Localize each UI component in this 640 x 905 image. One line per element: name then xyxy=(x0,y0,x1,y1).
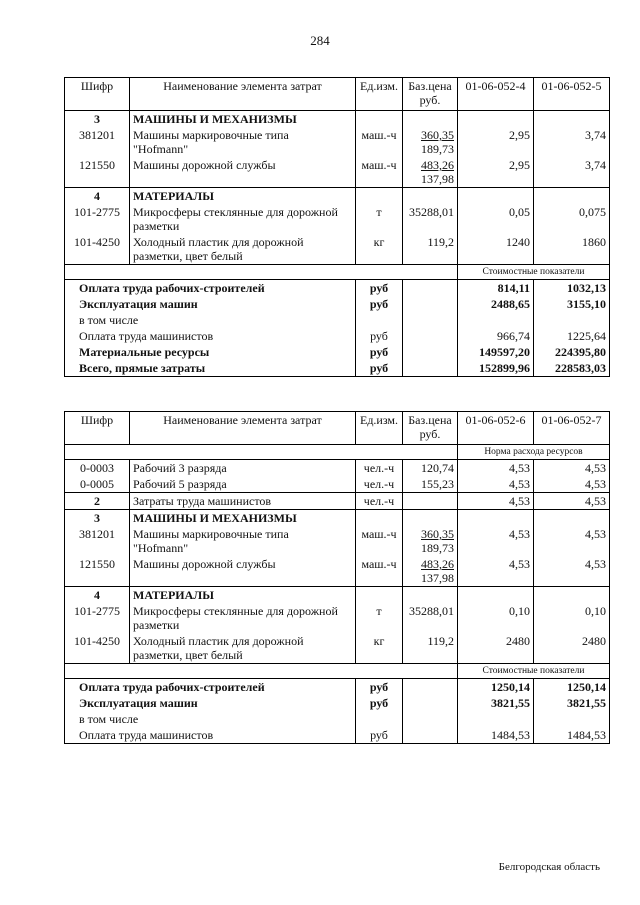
table-header-row xyxy=(65,78,610,111)
row-value-a: 4,53 xyxy=(458,493,534,510)
summary-unit: руб xyxy=(356,296,403,312)
footer-region: Белгородская область xyxy=(498,861,600,873)
header-col-b: 01-06-052-5 xyxy=(534,78,610,111)
row-unit: маш.-ч xyxy=(356,556,403,587)
summary-value-a: 814,11 xyxy=(458,280,534,297)
section-title: МАШИНЫ И МЕХАНИЗМЫ xyxy=(130,510,356,527)
row-code: 101-2775 xyxy=(65,204,130,234)
section-row xyxy=(65,587,610,604)
row-unit: кг xyxy=(356,234,403,265)
summary-row xyxy=(65,344,610,360)
row-unit: кг xyxy=(356,633,403,664)
summary-value-b: 1250,14 xyxy=(534,679,610,696)
row-code: 101-2775 xyxy=(65,603,130,633)
row-name: Холодный пластик для дорожной разметки, цвет белый xyxy=(130,234,356,265)
section-number: 3 xyxy=(65,510,130,527)
row-value-a: 2480 xyxy=(458,633,534,664)
section-row xyxy=(65,510,610,527)
row-unit: чел.-ч xyxy=(356,460,403,477)
row-value-a: 0,10 xyxy=(458,603,534,633)
summary-unit: руб xyxy=(356,727,403,744)
row-value-b: 1860 xyxy=(534,234,610,265)
table-row xyxy=(65,127,610,157)
row-value-b: 3,74 xyxy=(534,127,610,157)
summary-label: Оплата труда машинистов xyxy=(65,328,356,344)
row-price: 120,74 xyxy=(403,460,458,477)
row-unit: маш.-ч xyxy=(356,127,403,157)
table-row xyxy=(65,204,610,234)
row-name: Холодный пластик для дорожной разметки, цвет белый xyxy=(130,633,356,664)
row-name: Микросферы стеклянные для дорожной разметки xyxy=(130,603,356,633)
row-price: 35288,01 xyxy=(403,603,458,633)
row-price: 119,2 xyxy=(403,234,458,265)
summary-value-a: 3821,55 xyxy=(458,695,534,711)
row-value-a: 4,53 xyxy=(458,476,534,493)
header-base-price: Баз.цена руб. xyxy=(403,78,458,111)
summary-row xyxy=(65,328,610,344)
header-name: Наименование элемента затрат xyxy=(130,412,356,445)
row-value-a: 1240 xyxy=(458,234,534,265)
cost-indicators-label: Стоимостные показатели xyxy=(458,664,610,679)
summary-row xyxy=(65,695,610,711)
summary-value-a: 152899,96 xyxy=(458,360,534,377)
row-price: 483,26 137,98 xyxy=(403,556,458,587)
row-value-b: 4,53 xyxy=(534,526,610,556)
norm-label: Норма расхода ресурсов xyxy=(458,445,610,460)
summary-label: Оплата труда машинистов xyxy=(65,727,356,744)
row-name: Машины дорожной службы xyxy=(130,157,356,188)
row-price: 360,35 189,73 xyxy=(403,526,458,556)
section-number: 4 xyxy=(65,188,130,205)
header-col-a: 01-06-052-6 xyxy=(458,412,534,445)
row-value-b: 4,53 xyxy=(534,476,610,493)
row-value-b: 4,53 xyxy=(534,460,610,477)
header-unit: Ед.изм. xyxy=(356,78,403,111)
summary-unit: руб xyxy=(356,679,403,696)
row-name: Рабочий 5 разряда xyxy=(130,476,356,493)
row-unit: маш.-ч xyxy=(356,157,403,188)
cost-table-2 xyxy=(64,411,610,744)
row-price: 483,26 137,98 xyxy=(403,157,458,188)
summary-label: Материальные ресурсы xyxy=(65,344,356,360)
row-code: 121550 xyxy=(65,556,130,587)
summary-row xyxy=(65,296,610,312)
summary-label: Оплата труда рабочих-строителей xyxy=(65,679,356,696)
row-code: 0-0003 xyxy=(65,460,130,477)
header-col-b: 01-06-052-7 xyxy=(534,412,610,445)
table-row xyxy=(65,526,610,556)
row-price: 155,23 xyxy=(403,476,458,493)
summary-value-b: 228583,03 xyxy=(534,360,610,377)
row-name: Микросферы стеклянные для дорожной разметки xyxy=(130,204,356,234)
row-code: 0-0005 xyxy=(65,476,130,493)
table-row xyxy=(65,460,610,477)
row-unit: чел.-ч xyxy=(356,493,403,510)
summary-label: Эксплуатация машин xyxy=(65,695,356,711)
cost-indicators-label-row xyxy=(65,664,610,679)
norm-label-row xyxy=(65,445,610,460)
row-price: 360,35 189,73 xyxy=(403,127,458,157)
row-code: 101-4250 xyxy=(65,234,130,265)
row-value-a: 4,53 xyxy=(458,526,534,556)
summary-label: в том числе xyxy=(65,711,356,727)
row-code: 101-4250 xyxy=(65,633,130,664)
table-row xyxy=(65,556,610,587)
row-value-a: 2,95 xyxy=(458,157,534,188)
header-code: Шифр xyxy=(65,412,130,445)
summary-unit: руб xyxy=(356,360,403,377)
cost-indicators-label: Стоимостные показатели xyxy=(458,265,610,280)
summary-row xyxy=(65,679,610,696)
summary-unit: руб xyxy=(356,328,403,344)
row-unit: чел.-ч xyxy=(356,476,403,493)
table-row xyxy=(65,476,610,493)
section-title: МАШИНЫ И МЕХАНИЗМЫ xyxy=(130,111,356,128)
summary-unit: руб xyxy=(356,695,403,711)
summary-row xyxy=(65,711,610,727)
summary-unit: руб xyxy=(356,280,403,297)
summary-row xyxy=(65,727,610,744)
summary-value-a: 2488,65 xyxy=(458,296,534,312)
row-value-b: 3,74 xyxy=(534,157,610,188)
row-name: Рабочий 3 разряда xyxy=(130,460,356,477)
row-name: Машины маркировочные типа "Hofmann" xyxy=(130,127,356,157)
summary-value-b: 3821,55 xyxy=(534,695,610,711)
cost-table-1 xyxy=(64,77,610,377)
header-col-a: 01-06-052-4 xyxy=(458,78,534,111)
row-name: Затраты труда машинистов xyxy=(130,493,356,510)
summary-label: в том числе xyxy=(65,312,356,328)
row-unit: маш.-ч xyxy=(356,526,403,556)
row-value-b: 4,53 xyxy=(534,556,610,587)
table-row xyxy=(65,234,610,265)
summary-value-b: 3155,10 xyxy=(534,296,610,312)
summary-value-b: 224395,80 xyxy=(534,344,610,360)
row-code: 2 xyxy=(65,493,130,510)
row-value-a: 0,05 xyxy=(458,204,534,234)
summary-value-a: 1250,14 xyxy=(458,679,534,696)
table-row xyxy=(65,633,610,664)
summary-value-a: 1484,53 xyxy=(458,727,534,744)
table-row xyxy=(65,493,610,510)
row-value-b: 2480 xyxy=(534,633,610,664)
table-row xyxy=(65,157,610,188)
section-number: 3 xyxy=(65,111,130,128)
row-code: 381201 xyxy=(65,526,130,556)
table-row xyxy=(65,603,610,633)
row-code: 381201 xyxy=(65,127,130,157)
header-code: Шифр xyxy=(65,78,130,111)
summary-value-b: 1484,53 xyxy=(534,727,610,744)
summary-row xyxy=(65,360,610,377)
row-value-a: 2,95 xyxy=(458,127,534,157)
summary-value-b: 1225,64 xyxy=(534,328,610,344)
row-price: 119,2 xyxy=(403,633,458,664)
section-title: МАТЕРИАЛЫ xyxy=(130,587,356,604)
summary-value-a: 149597,20 xyxy=(458,344,534,360)
summary-row xyxy=(65,280,610,297)
row-value-b: 0,10 xyxy=(534,603,610,633)
summary-label: Оплата труда рабочих-строителей xyxy=(65,280,356,297)
row-unit: т xyxy=(356,603,403,633)
row-value-b: 4,53 xyxy=(534,493,610,510)
row-code: 121550 xyxy=(65,157,130,188)
row-value-a: 4,53 xyxy=(458,460,534,477)
table-header-row xyxy=(65,412,610,445)
section-row xyxy=(65,188,610,205)
row-value-b: 0,075 xyxy=(534,204,610,234)
row-price: 35288,01 xyxy=(403,204,458,234)
summary-row xyxy=(65,312,610,328)
section-number: 4 xyxy=(65,587,130,604)
summary-value-a: 966,74 xyxy=(458,328,534,344)
header-name: Наименование элемента затрат xyxy=(130,78,356,111)
header-unit: Ед.изм. xyxy=(356,412,403,445)
row-name: Машины дорожной службы xyxy=(130,556,356,587)
header-base-price: Баз.цена руб. xyxy=(403,412,458,445)
page-number: 284 xyxy=(310,33,330,48)
row-name: Машины маркировочные типа "Hofmann" xyxy=(130,526,356,556)
section-title: МАТЕРИАЛЫ xyxy=(130,188,356,205)
row-value-a: 4,53 xyxy=(458,556,534,587)
summary-label: Всего, прямые затраты xyxy=(65,360,356,377)
summary-value-b: 1032,13 xyxy=(534,280,610,297)
row-unit: т xyxy=(356,204,403,234)
summary-unit: руб xyxy=(356,344,403,360)
section-row xyxy=(65,111,610,128)
summary-label: Эксплуатация машин xyxy=(65,296,356,312)
cost-indicators-label-row xyxy=(65,265,610,280)
